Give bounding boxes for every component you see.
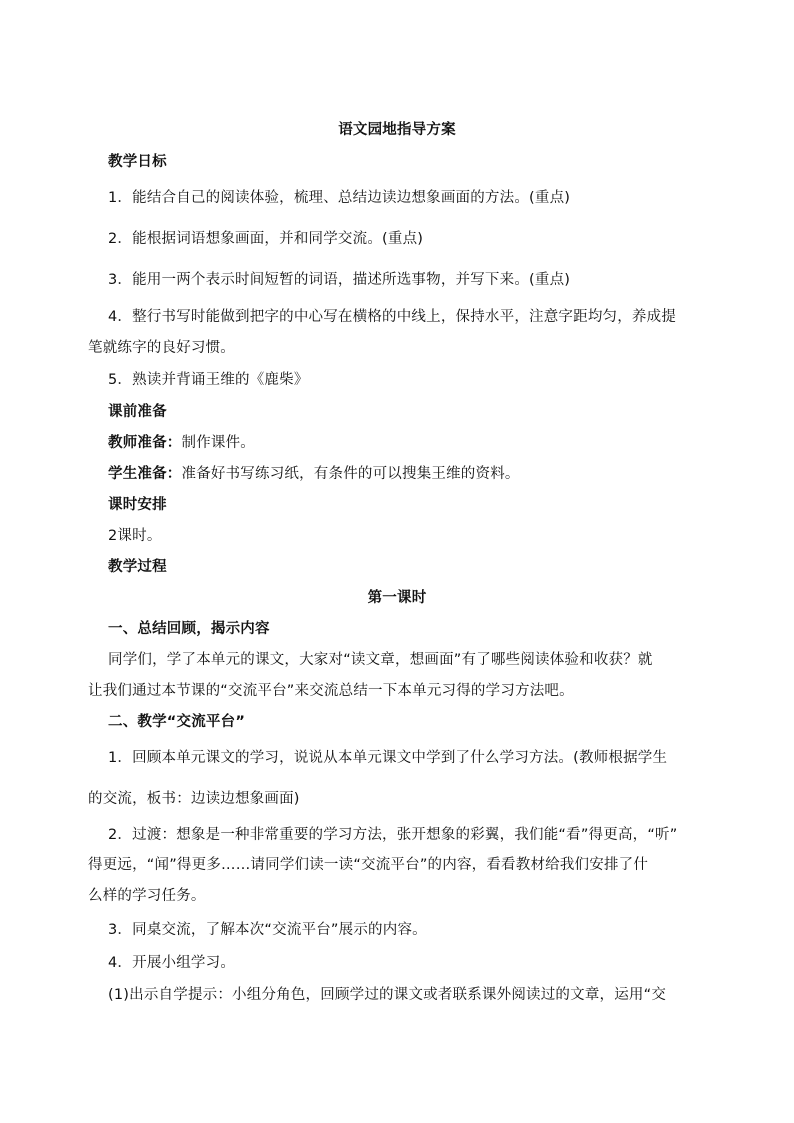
- item-3: 3．同桌交流，了解本次“交流平台”展示的内容。: [108, 922, 427, 938]
- item-2-line-2: 得更远，“闻”得更多……请同学们读一读“交流平台”的内容，看看教材给我们安排了什: [88, 857, 649, 873]
- student-prep: [108, 464, 520, 484]
- goal-3: 3．能用一两个表示时间短暂的词语，描述所选事物，并写下来。(重点): [108, 272, 571, 288]
- item-5: (1)出示自学提示：小组分角色，回顾学过的课文或者联系课外阅读过的文章，运用“交: [108, 987, 667, 1003]
- item-2-line-3: 么样的学习任务。: [88, 888, 206, 904]
- section-1-para-line-2: 让我们通过本节课的“交流平台”来交流总结一下本单元习得的学习方法吧。: [88, 683, 574, 699]
- teacher-prep-text: 制作课件。: [181, 435, 255, 451]
- prep-heading: 课前准备: [108, 404, 167, 420]
- student-prep-text: 准备好书写练习纸，有条件的可以搜集王维的资料。: [181, 466, 520, 482]
- process-heading: 教学过程: [108, 559, 167, 575]
- teacher-prep: [108, 433, 255, 453]
- section-1-heading: 一、总结回顾，揭示内容: [108, 621, 270, 637]
- goals-heading: 教学日标: [108, 154, 167, 170]
- goal-2: 2．能根据词语想象画面，并和同学交流。(重点): [108, 231, 424, 247]
- teacher-prep-label: 教师准备：: [108, 435, 182, 451]
- goal-1: 1．能结合自己的阅读体验，梳理、总结边读边想象画面的方法。(重点): [108, 190, 571, 206]
- section-1-para-line-1: 同学们，学了本单元的课文，大家对“读文章，想画面”有了哪些阅读体验和收获？就: [108, 652, 653, 668]
- lesson-title: 第一课时: [367, 590, 427, 606]
- schedule-text: 2课时。: [108, 528, 162, 544]
- item-1-line-1: 1．回顾本单元课文的学习，说说从本单元课文中学到了什么学习方法。(教师根据学生: [108, 750, 668, 766]
- section-2-heading: 二、教学“交流平台”: [108, 714, 246, 730]
- goal-4-line-2: 笔就练字的良好习惯。: [88, 340, 235, 356]
- goal-5: 5．熟读并背诵王维的《鹿柴》: [108, 372, 309, 388]
- page-title: 语文园地指导方案: [338, 122, 456, 138]
- goal-4-line-1: 4．整行书写时能做到把字的中心写在横格的中线上，保持水平，注意字距均匀，养成提: [108, 309, 677, 325]
- student-prep-label: 学生准备：: [108, 466, 182, 482]
- schedule-heading: 课时安排: [108, 497, 167, 513]
- item-4: 4．开展小组学习。: [108, 955, 236, 971]
- item-1-line-2: 的交流，板书：边读边想象画面): [88, 791, 300, 807]
- item-2-line-1: 2．过渡：想象是一种非常重要的学习方法，张开想象的彩翼，我们能“看”得更高，“听”: [108, 827, 678, 843]
